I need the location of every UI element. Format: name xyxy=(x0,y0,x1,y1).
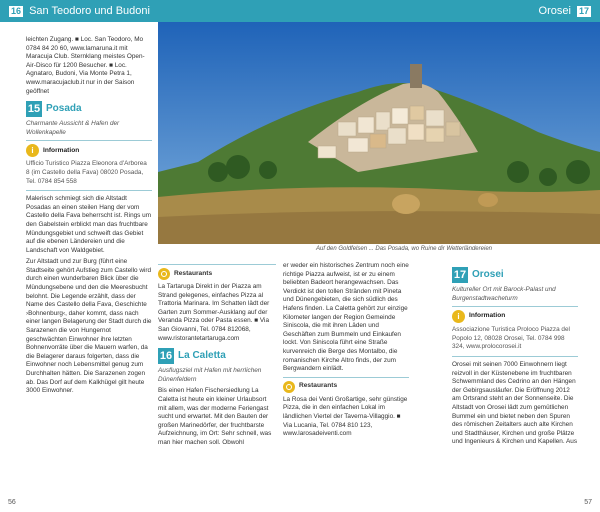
section-15-title: Posada xyxy=(46,102,82,114)
column-4 xyxy=(452,262,578,450)
posada-photo xyxy=(158,22,600,244)
restaurants-heading-2 xyxy=(283,377,409,393)
intro-paragraph: leichten Zugang. ■ Loc. San Teodoro, Mo 0784 84 20 60, www.lamaruna.it mit Maracuja Club. Sternklang meistes Open-Air-Disco für 1200 Besucher. ■ Loc. Agnataro, Budoni, Via Monte Petra 1, www.maracujaclub.it nur in der Saison geöffnet xyxy=(26,36,145,95)
region-title: Orosei xyxy=(538,5,571,17)
caletta-paragraph-continued: er weder ein historisches Zentrum noch eine richtige Piazza aufweist, ist er zu einem beliebten Badeort herangewachsen. Das Verdickt ist den tollen Stränden mit Pineta und Dünengebieten, die sich südlich des Hafens finden. La Caletta gehört zur einzige Kilometer langen der Region Gemeinde Siniscola, die mit ihren Läden und Geschäften zum Bummeln und Einkaufen lockt. Von Siniscola führt eine Straße kurvenreich die Berge des Montalbo, die romanischen Kirche Altro finds, der zum Bergwandern einlädt. xyxy=(283,262,409,373)
chapter-title: San Teodoro und Budoni xyxy=(29,5,150,17)
information-label: Information xyxy=(43,146,80,154)
restaurants-label-2: Restaurants xyxy=(299,382,338,390)
section-17-title: Orosei xyxy=(472,268,504,280)
section-16-title: La Caletta xyxy=(178,349,226,361)
information-heading xyxy=(26,140,152,157)
section-17-heading xyxy=(452,267,578,283)
caletta-paragraph: Bis einen Hafen Fischersiedlung La Caletta ist heute ein kleiner Urlaubsort mit allem, was der moderne Feriengast sucht und erwartet. Mit den Bauten der großen Marinedörfer, der fruchtbarste Aufzeichnung, im Ort: Sehr schnell, was man hier machen soll. Obwohl xyxy=(158,387,272,446)
posada-paragraph-2: Zur Altstadt und zur Burg (führt eine Stadtseite gehört Aufstieg zum Castello wird durch einen wunderbaren Blick über die Mündungsebene und den die Meeresbucht belohnt. Die Legende erzählt, dass der Name des Castello della Fava, Geschichte ›Bohnenburg‹, daher kommt, dass nach einer langen Belagerung der Stadt durch die Sarazenen die von Hungernot geschwächten Einwohner ihre letzten Bohnenvorräte über die Mauern warfen, da die Belagerer daraus folgerten, dass die Einwohner noch Lebensmittel genug zum Durchhalten hätten. Die Sarazenen zogen ab. Das Dorf auf dem Kalkhügel gilt heute 3000 Einwohner. xyxy=(26,258,152,395)
restaurant-icon xyxy=(158,268,170,280)
restaurants-label: Restaurants xyxy=(174,269,213,277)
info-icon: i xyxy=(26,144,39,157)
information-body: Ufficio Turistico Piazza Eleonora d'Arborea 8 (im Castello della Fava) 08020 Posada, Tel. 0784 854 558 xyxy=(26,160,152,191)
restaurant-entry: La Tartaruga Direkt in der Piazza am Strand gelegenes, einfaches Pizza al Trattoria Marinara. Im Schatten lädt der Garten zum Sommer-Ausklang auf der Veranda Pizza oder Pasta essen. ■ Via San Giovanni, Tel. 0784 812068, www.ristorantetartaruga.com xyxy=(158,283,270,342)
section-16-subtitle: Ausflugsziel mit Hafen mit herrlichen Dünenfeldern xyxy=(158,367,262,383)
info-icon-2: i xyxy=(452,310,465,323)
chapter-number: 16 xyxy=(11,5,22,16)
page-number-left: 56 xyxy=(8,499,16,506)
restaurants-heading xyxy=(158,264,276,280)
region-number: 17 xyxy=(578,5,589,16)
restaurant-icon-2 xyxy=(283,381,295,393)
column-2 xyxy=(158,262,276,451)
restaurant-entry-2: La Rosa dei Venti Großartige, sehr günstige Pizza, die in den einfachen Lokal im ländlichen Viertel der Taverna-Villaggio. ■ Via Lucania, Tel. 0784 810 123, www.larosadeiventi.com xyxy=(283,395,408,438)
section-15-heading xyxy=(26,101,152,117)
information-body-2: Associazione Turistica Proloco Piazza del Popolo 12, 08028 Orosei, Tel. 0784 998 324, www.prolocorosei.it xyxy=(452,326,578,357)
running-header-left xyxy=(0,0,158,22)
photo-caption: Auf den Goldfelsen ... Das Posada, wo Ruine dir Wetterländereien xyxy=(316,246,492,252)
section-16-heading xyxy=(158,348,276,364)
information-label-2: Information xyxy=(469,312,506,320)
column-3 xyxy=(283,262,409,442)
orosei-paragraph: Orosei mit seinen 7000 Einwohnern liegt reizvoll in der Küstenebene im fruchtbaren Schwemmland des Cedrino an den Hängen der Gebirgsausläufer. Die Eröffnung 2012 am Ortsrand steht an der Sonnenseite. Die Altstadt von Orosei lädt zum gemütlichen Bummel ein und bietet neben den Spuren des römischen Zeitalters auch alte Kirchen und Stadthäuser, Kirchen und große Plätze und Ingenieurs & Kirchen und Kapellen. Aus xyxy=(452,360,578,446)
column-1 xyxy=(26,36,152,399)
page-number-right: 57 xyxy=(584,499,592,506)
section-15-subtitle: Charmante Aussicht & Hafen der Wollenkapelle xyxy=(26,120,120,136)
section-17-number: 17 xyxy=(453,269,467,281)
section-17-subtitle: Kultureller Ort mit Barock-Palast und Burgenstadtwacheturm xyxy=(452,286,556,302)
section-16-number: 16 xyxy=(159,350,173,363)
posada-paragraph-1: Malerisch schmiegt sich die Altstadt Posadas an einen steilen Hang der vom Castello della Fava beherrscht ist. Rings um den Gabelstein erblickt man das fruchtbare Mündungsgebiet und schweift das Gebiet auf die ebenen Ländereien und die Landschaft von Waldgebiet. xyxy=(26,195,152,254)
section-15-number: 15 xyxy=(27,103,41,116)
information-heading-2 xyxy=(452,306,578,323)
posada-landscape-illustration xyxy=(158,22,600,244)
running-header-right xyxy=(158,0,600,22)
